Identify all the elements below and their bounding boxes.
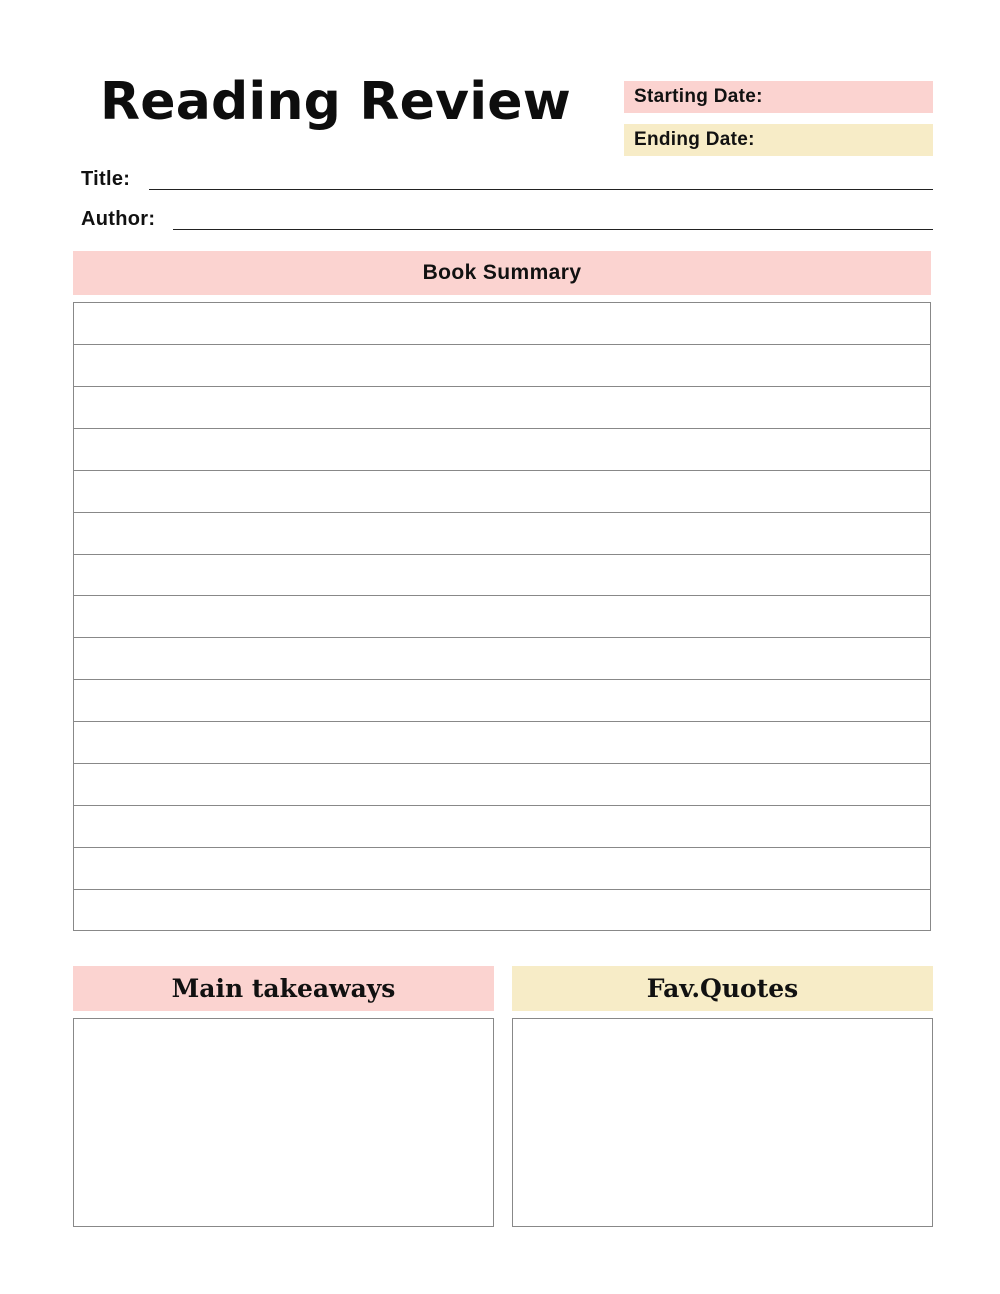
fav-quotes-title: Fav.Quotes [646,974,799,1003]
author-label: Author: [81,208,156,230]
starting-date-field[interactable] [624,81,933,113]
summary-line[interactable] [74,471,930,513]
summary-line[interactable] [74,513,930,555]
ending-date-label: Ending Date: [634,129,755,150]
summary-line[interactable] [74,722,930,764]
summary-line[interactable] [74,345,930,387]
summary-line[interactable] [74,806,930,848]
summary-line[interactable] [74,555,930,597]
author-input-line[interactable] [173,229,933,230]
summary-line[interactable] [74,638,930,680]
summary-line[interactable] [74,680,930,722]
book-summary-title: Book Summary [422,261,582,284]
summary-line[interactable] [74,596,930,638]
main-takeaways-box[interactable] [73,1018,494,1227]
summary-line[interactable] [74,890,930,932]
summary-line[interactable] [74,764,930,806]
summary-line[interactable] [74,303,930,345]
main-takeaways-header [73,966,494,1011]
main-takeaways-title: Main takeaways [171,974,396,1003]
fav-quotes-header [512,966,933,1011]
summary-line[interactable] [74,848,930,890]
book-summary-header [73,251,931,295]
title-input-line[interactable] [149,189,933,190]
book-summary-lines[interactable] [73,302,931,931]
page-title: Reading Review [100,72,571,132]
starting-date-label: Starting Date: [634,86,763,107]
fav-quotes-box[interactable] [512,1018,933,1227]
summary-line[interactable] [74,387,930,429]
summary-line[interactable] [74,429,930,471]
ending-date-field[interactable] [624,124,933,156]
title-label: Title: [81,168,131,190]
